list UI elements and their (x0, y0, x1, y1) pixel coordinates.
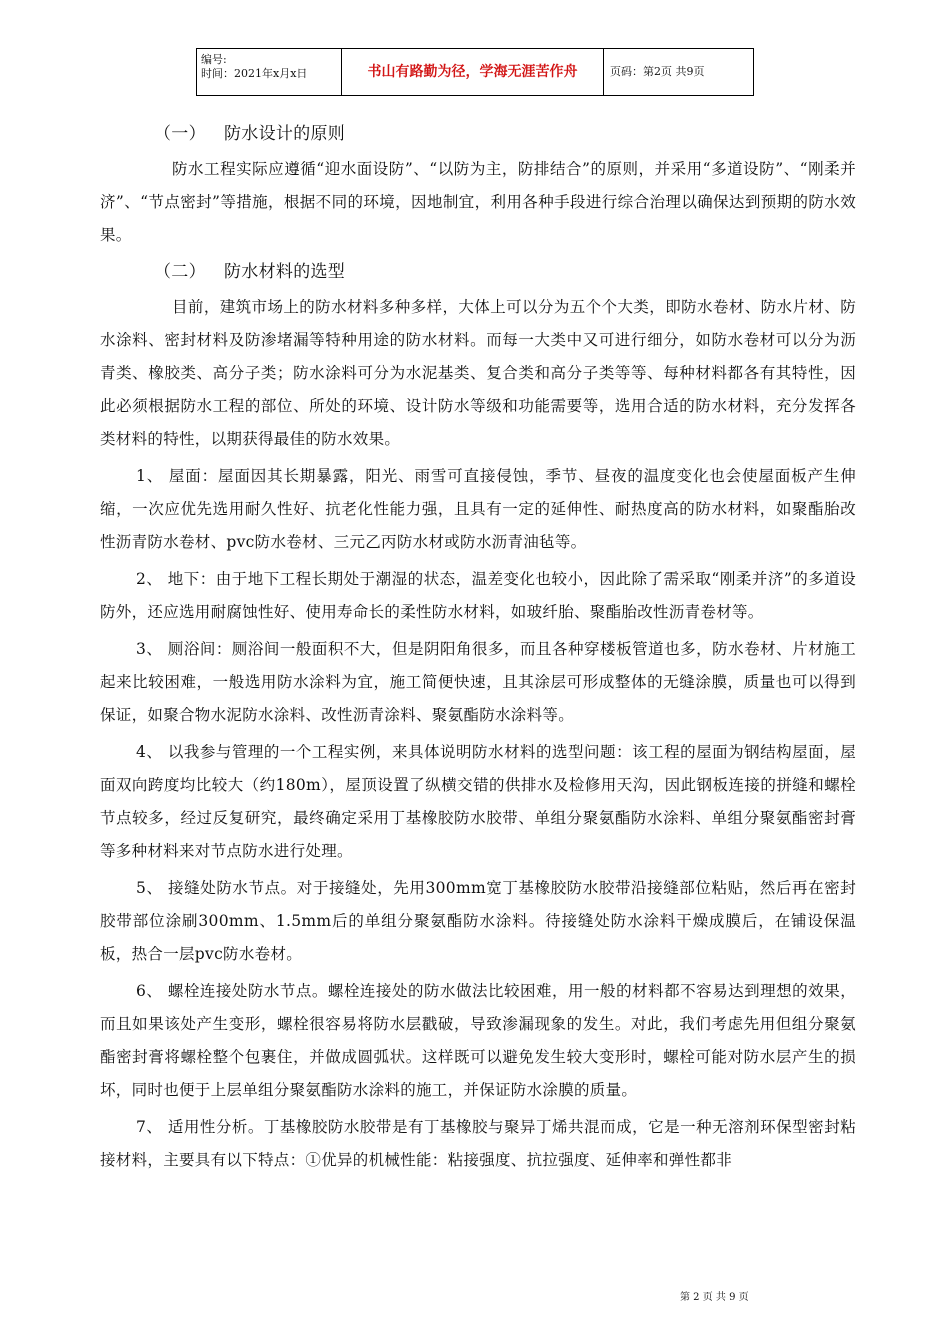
header-page-cell (604, 49, 753, 95)
serial-label: 编号: (201, 53, 227, 66)
list-item: 1、 屋面：屋面因其长期暴露，阳光、雨雪可直接侵蚀，季节、昼夜的温度变化也会使屋面板产生伸缩，一次应优先选用耐久性好、抗老化性能力强，且具有一定的延伸性、耐热度高的防水材料，如聚酯胎改性沥青防水卷材、pvc防水卷材、三元乙丙防水材或防水沥青油毡等。 (100, 467, 856, 551)
section-heading (100, 256, 856, 289)
section-title: 防水材料的选型 (224, 262, 346, 282)
paragraph: 防水工程实际应遵循“迎水面设防”、“以防为主，防排结合”的原则，并采用“多道设防”、“刚柔并济”、“节点密封”等措施，根据不同的环境，因地制宜，利用各种手段进行综合治理以确保达到预期的防水效果。 (100, 160, 856, 244)
section-number: （一） (154, 124, 206, 144)
section-title: 防水设计的原则 (224, 124, 346, 144)
header-info-cell (197, 49, 342, 95)
section-heading (100, 118, 856, 151)
header-motto-cell (342, 49, 604, 95)
paragraph: 目前，建筑市场上的防水材料多种多样，大体上可以分为五个个大类，即防水卷材、防水片材、防水涂料、密封材料及防渗堵漏等特种用途的防水材料。而每一大类中又可进行细分，如防水卷材可以分为沥青类、橡胶类、高分子类；防水涂料可分为水泥基类、复合类和高分子类等等、每种材料都各有其特性，因此必须根据防水工程的部位、所处的环境、设计防水等级和功能需要等，选用合适的防水材料，充分发挥各类材料的特性，以期获得最佳的防水效果。 (100, 298, 856, 448)
list-item: 3、 厕浴间：厕浴间一般面积不大，但是阴阳角很多，而且各种穿楼板管道也多，防水卷材、片材施工起来比较困难，一般选用防水涂料为宜，施工简便快速，且其涂层可形成整体的无缝涂膜，质量也可以得到保证，如聚合物水泥防水涂料、改性沥青涂料、聚氨酯防水涂料等。 (100, 640, 856, 724)
list-item: 7、 适用性分析。丁基橡胶防水胶带是有丁基橡胶与聚异丁烯共混而成，它是一种无溶剂环保型密封粘接材料，主要具有以下特点：①优异的机械性能：粘接强度、抗拉强度、延伸率和弹性都非 (100, 1118, 856, 1169)
page-footer: 第 2 页 共 9 页 (680, 1292, 749, 1303)
page-code: 页码：第2页 共9页 (610, 65, 705, 78)
list-item: 5、 接缝处防水节点。对于接缝处，先用300mm宽丁基橡胶防水胶带沿接缝部位粘贴，然后再在密封胶带部位涂刷300mm、1.5mm后的单组分聚氨酯防水涂料。待接缝处防水涂料干燥成膜后，在铺设保温板，热合一层pvc防水卷材。 (100, 879, 856, 963)
list-item: 4、 以我参与管理的一个工程实例，来具体说明防水材料的选型问题：该工程的屋面为钢结构屋面，屋面双向跨度均比较大（约180m），屋顶设置了纵横交错的供排水及检修用天沟，因此钢板连接的拼缝和螺栓节点较多，经过反复研究，最终确定采用丁基橡胶防水胶带、单组分聚氨酯防水涂料、单组分聚氨酯密封膏等多种材料来对节点防水进行处理。 (100, 743, 856, 860)
page-header (196, 48, 754, 96)
section-number: （二） (154, 262, 206, 282)
list-item: 6、 螺栓连接处防水节点。螺栓连接处的防水做法比较困难，用一般的材料都不容易达到理想的效果，而且如果该处产生变形，螺栓很容易将防水层戳破，导致渗漏现象的发生。对此，我们考虑先用但组分聚氨酯密封膏将螺栓整个包裹住，并做成圆弧状。这样既可以避免发生较大变形时，螺栓可能对防水层产生的损坏，同时也便于上层单组分聚氨酯防水涂料的施工，并保证防水涂膜的质量。 (100, 982, 856, 1099)
list-item: 2、 地下：由于地下工程长期处于潮湿的状态，温差变化也较小，因此除了需采取“刚柔并济”的多道设防外，还应选用耐腐蚀性好、使用寿命长的柔性防水材料，如玻纤胎、聚酯胎改性沥青卷材等。 (100, 570, 856, 621)
time-label: 时间：2021年x月x日 (201, 67, 308, 80)
motto: 书山有路勤为径，学海无涯苦作舟 (367, 64, 578, 80)
document-body (100, 118, 856, 1181)
